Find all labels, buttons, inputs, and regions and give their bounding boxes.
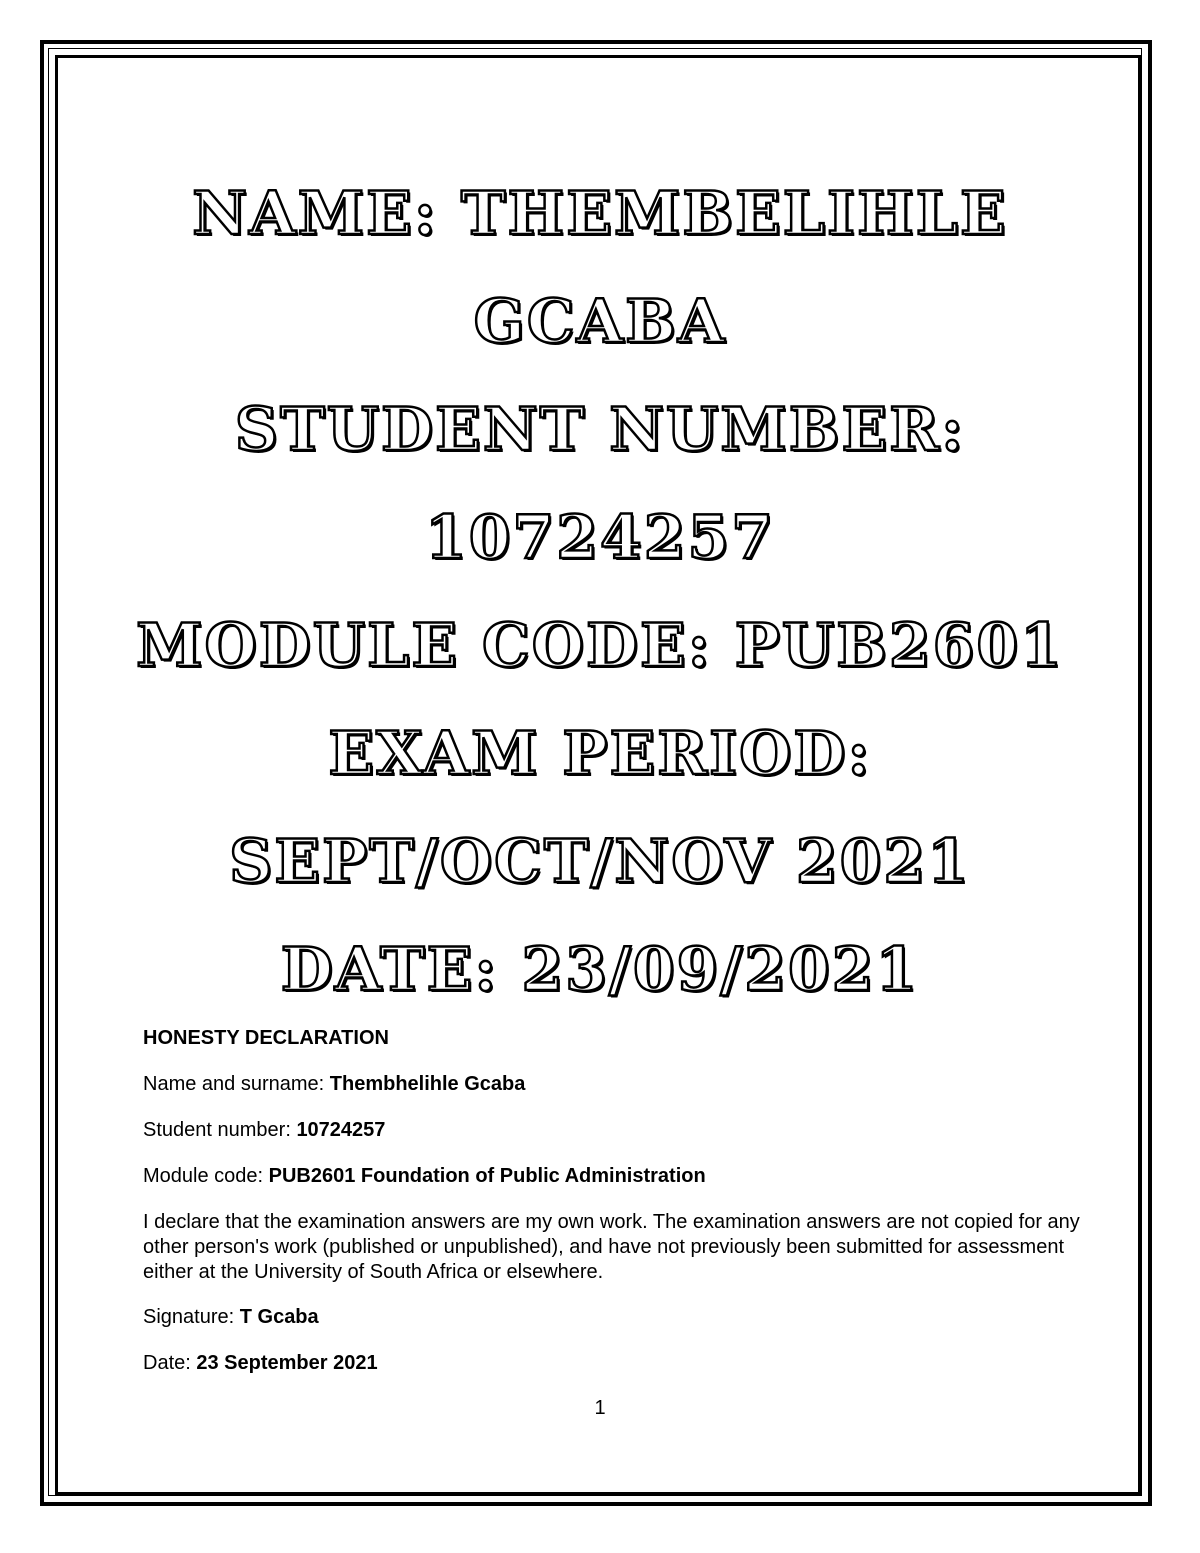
declaration-name-row [143, 1072, 1083, 1096]
cover-student-number-label: STUDENT NUMBER: [234, 395, 966, 465]
declaration-student-row [143, 1118, 1083, 1142]
name-value: Thembhelihle Gcaba [329, 1073, 526, 1095]
date-value: 23 September 2021 [196, 1352, 378, 1374]
cover-exam-period-value: SEPT/OCT/NOV 2021 [229, 827, 971, 897]
declaration-module-row [143, 1164, 1083, 1188]
student-number-value: 10724257 [296, 1119, 386, 1141]
date-label: Date: [143, 1352, 197, 1374]
cover-block [60, 160, 1140, 1024]
cover-student-number-value: 10724257 [425, 503, 775, 573]
cover-name-line: NAME: THEMBELIHLE [192, 179, 1008, 249]
page-number: 1 [594, 1397, 606, 1419]
student-number-label: Student number: [143, 1119, 297, 1141]
name-label: Name and surname: [143, 1073, 330, 1095]
signature-label: Signature: [143, 1306, 240, 1328]
declaration-signature-row [143, 1305, 1083, 1329]
declaration-title: HONESTY DECLARATION [143, 1027, 389, 1049]
module-code-label: Module code: [143, 1165, 269, 1187]
signature-value: T Gcaba [239, 1306, 319, 1328]
cover-date: DATE: 23/09/2021 [280, 935, 920, 1005]
cover-exam-period-label: EXAM PERIOD: [328, 719, 872, 789]
declaration-statement: I declare that the examination answers are my own work. The examination answers are not copied for any other person's work (published or unpublished), and have not previously been submitted for assessment either at the University of South Africa or elsewhere. [143, 1211, 1080, 1283]
honesty-declaration [143, 1026, 1083, 1397]
module-code-value: PUB2601 Foundation of Public Administration [268, 1165, 706, 1187]
declaration-date-row [143, 1351, 1083, 1375]
cover-surname-line: GCABA [473, 287, 727, 357]
cover-module-code: MODULE CODE: PUB2601 [136, 611, 1064, 681]
